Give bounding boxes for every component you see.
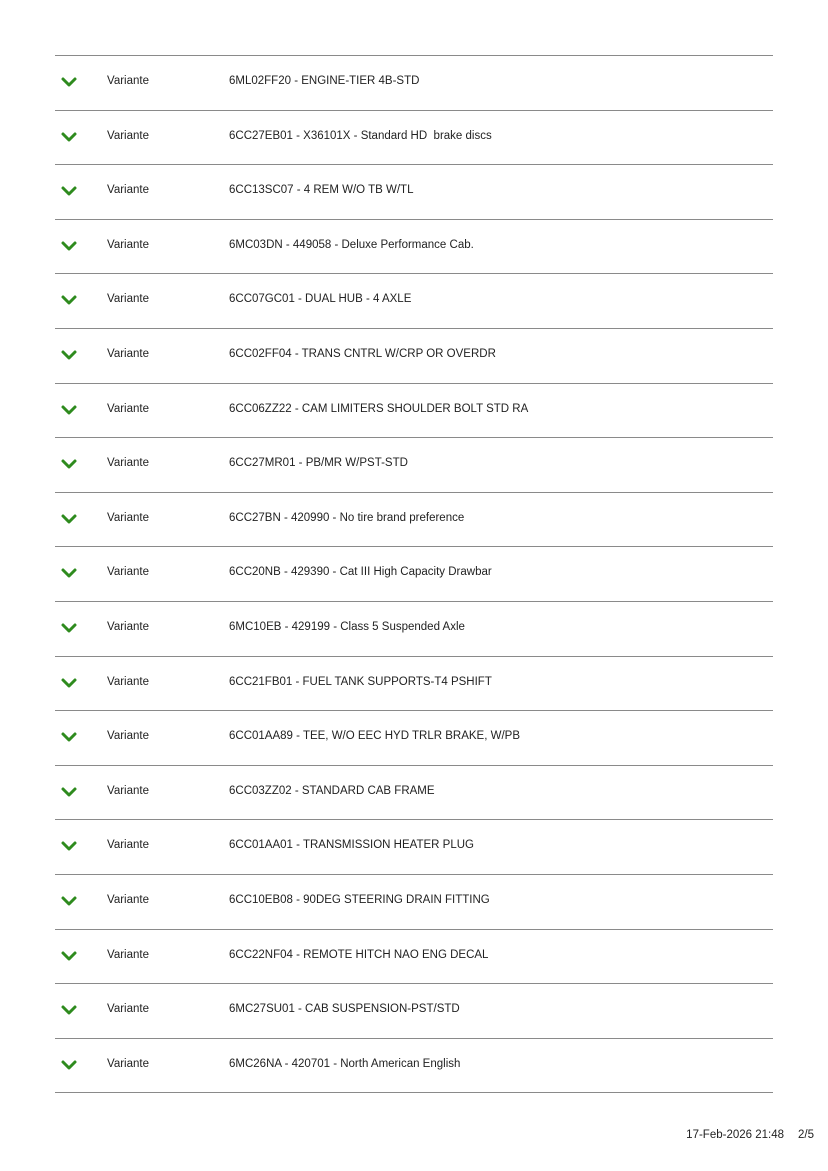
chevron-down-icon[interactable] — [60, 1003, 78, 1017]
row-label: Variante — [107, 293, 149, 306]
row-value: 6CC03ZZ02 - STANDARD CAB FRAME — [229, 784, 435, 797]
row-value: 6CC07GC01 - DUAL HUB - 4 AXLE — [229, 293, 412, 306]
row-value: 6MC03DN - 449058 - Deluxe Performance Cab. — [229, 238, 474, 251]
chevron-down-icon[interactable] — [60, 75, 78, 89]
variant-list — [55, 55, 773, 1093]
page-footer — [686, 1129, 814, 1141]
list-item — [55, 766, 773, 821]
page-number: 2/5 — [798, 1129, 814, 1141]
row-value: 6MC27SU01 - CAB SUSPENSION-PST/STD — [229, 1003, 460, 1016]
print-timestamp: 17-Feb-2026 21:48 — [686, 1129, 784, 1141]
row-value: 6CC13SC07 - 4 REM W/O TB W/TL — [229, 184, 414, 197]
row-label: Variante — [107, 1057, 149, 1070]
row-value: 6CC01AA01 - TRANSMISSION HEATER PLUG — [229, 839, 474, 852]
row-value: 6CC27BN - 420990 - No tire brand preference — [229, 511, 465, 524]
row-label: Variante — [107, 1003, 149, 1016]
row-label: Variante — [107, 730, 149, 743]
chevron-down-icon[interactable] — [60, 839, 78, 853]
row-label: Variante — [107, 511, 149, 524]
chevron-down-icon[interactable] — [60, 730, 78, 744]
row-label: Variante — [107, 675, 149, 688]
chevron-down-icon[interactable] — [60, 676, 78, 690]
list-item — [55, 602, 773, 657]
row-value: 6CC02FF04 - TRANS CNTRL W/CRP OR OVERDR — [229, 347, 496, 360]
row-label: Variante — [107, 457, 149, 470]
list-item — [55, 657, 773, 712]
list-item — [55, 493, 773, 548]
row-value: 6MC10EB - 429199 - Class 5 Suspended Axle — [229, 620, 465, 633]
list-item — [55, 984, 773, 1039]
chevron-down-icon[interactable] — [60, 949, 78, 963]
list-item — [55, 820, 773, 875]
chevron-down-icon[interactable] — [60, 1058, 78, 1072]
list-item — [55, 56, 773, 111]
row-label: Variante — [107, 238, 149, 251]
row-value: 6CC27MR01 - PB/MR W/PST-STD — [229, 457, 408, 470]
row-label: Variante — [107, 402, 149, 415]
row-label: Variante — [107, 129, 149, 142]
chevron-down-icon[interactable] — [60, 348, 78, 362]
list-item — [55, 438, 773, 493]
chevron-down-icon[interactable] — [60, 894, 78, 908]
chevron-down-icon[interactable] — [60, 130, 78, 144]
row-value: 6CC10EB08 - 90DEG STEERING DRAIN FITTING — [229, 893, 490, 906]
list-item — [55, 220, 773, 275]
row-label: Variante — [107, 184, 149, 197]
list-item — [55, 384, 773, 439]
row-value: 6CC20NB - 429390 - Cat III High Capacity Drawbar — [229, 566, 492, 579]
row-label: Variante — [107, 839, 149, 852]
chevron-down-icon[interactable] — [60, 184, 78, 198]
chevron-down-icon[interactable] — [60, 566, 78, 580]
row-label: Variante — [107, 566, 149, 579]
row-value: 6CC21FB01 - FUEL TANK SUPPORTS-T4 PSHIFT — [229, 675, 492, 688]
list-item — [55, 875, 773, 930]
row-label: Variante — [107, 784, 149, 797]
row-value: 6CC06ZZ22 - CAM LIMITERS SHOULDER BOLT STD RA — [229, 402, 529, 415]
row-label: Variante — [107, 893, 149, 906]
chevron-down-icon[interactable] — [60, 621, 78, 635]
row-label: Variante — [107, 620, 149, 633]
row-value: 6CC01AA89 - TEE, W/O EEC HYD TRLR BRAKE, W/PB — [229, 730, 520, 743]
chevron-down-icon[interactable] — [60, 457, 78, 471]
list-item — [55, 329, 773, 384]
row-value: 6MC26NA - 420701 - North American English — [229, 1057, 461, 1070]
chevron-down-icon[interactable] — [60, 239, 78, 253]
chevron-down-icon[interactable] — [60, 512, 78, 526]
list-item — [55, 711, 773, 766]
chevron-down-icon[interactable] — [60, 293, 78, 307]
list-item — [55, 1039, 773, 1094]
chevron-down-icon[interactable] — [60, 403, 78, 417]
row-label: Variante — [107, 75, 149, 87]
list-item — [55, 165, 773, 220]
chevron-down-icon[interactable] — [60, 785, 78, 799]
list-item — [55, 274, 773, 329]
row-value: 6CC22NF04 - REMOTE HITCH NAO ENG DECAL — [229, 948, 489, 961]
list-item — [55, 930, 773, 985]
row-label: Variante — [107, 948, 149, 961]
list-item — [55, 547, 773, 602]
row-value: 6ML02FF20 - ENGINE-TIER 4B-STD — [229, 75, 420, 87]
row-label: Variante — [107, 347, 149, 360]
row-value: 6CC27EB01 - X36101X - Standard HD brake discs — [229, 129, 492, 142]
list-item — [55, 111, 773, 166]
